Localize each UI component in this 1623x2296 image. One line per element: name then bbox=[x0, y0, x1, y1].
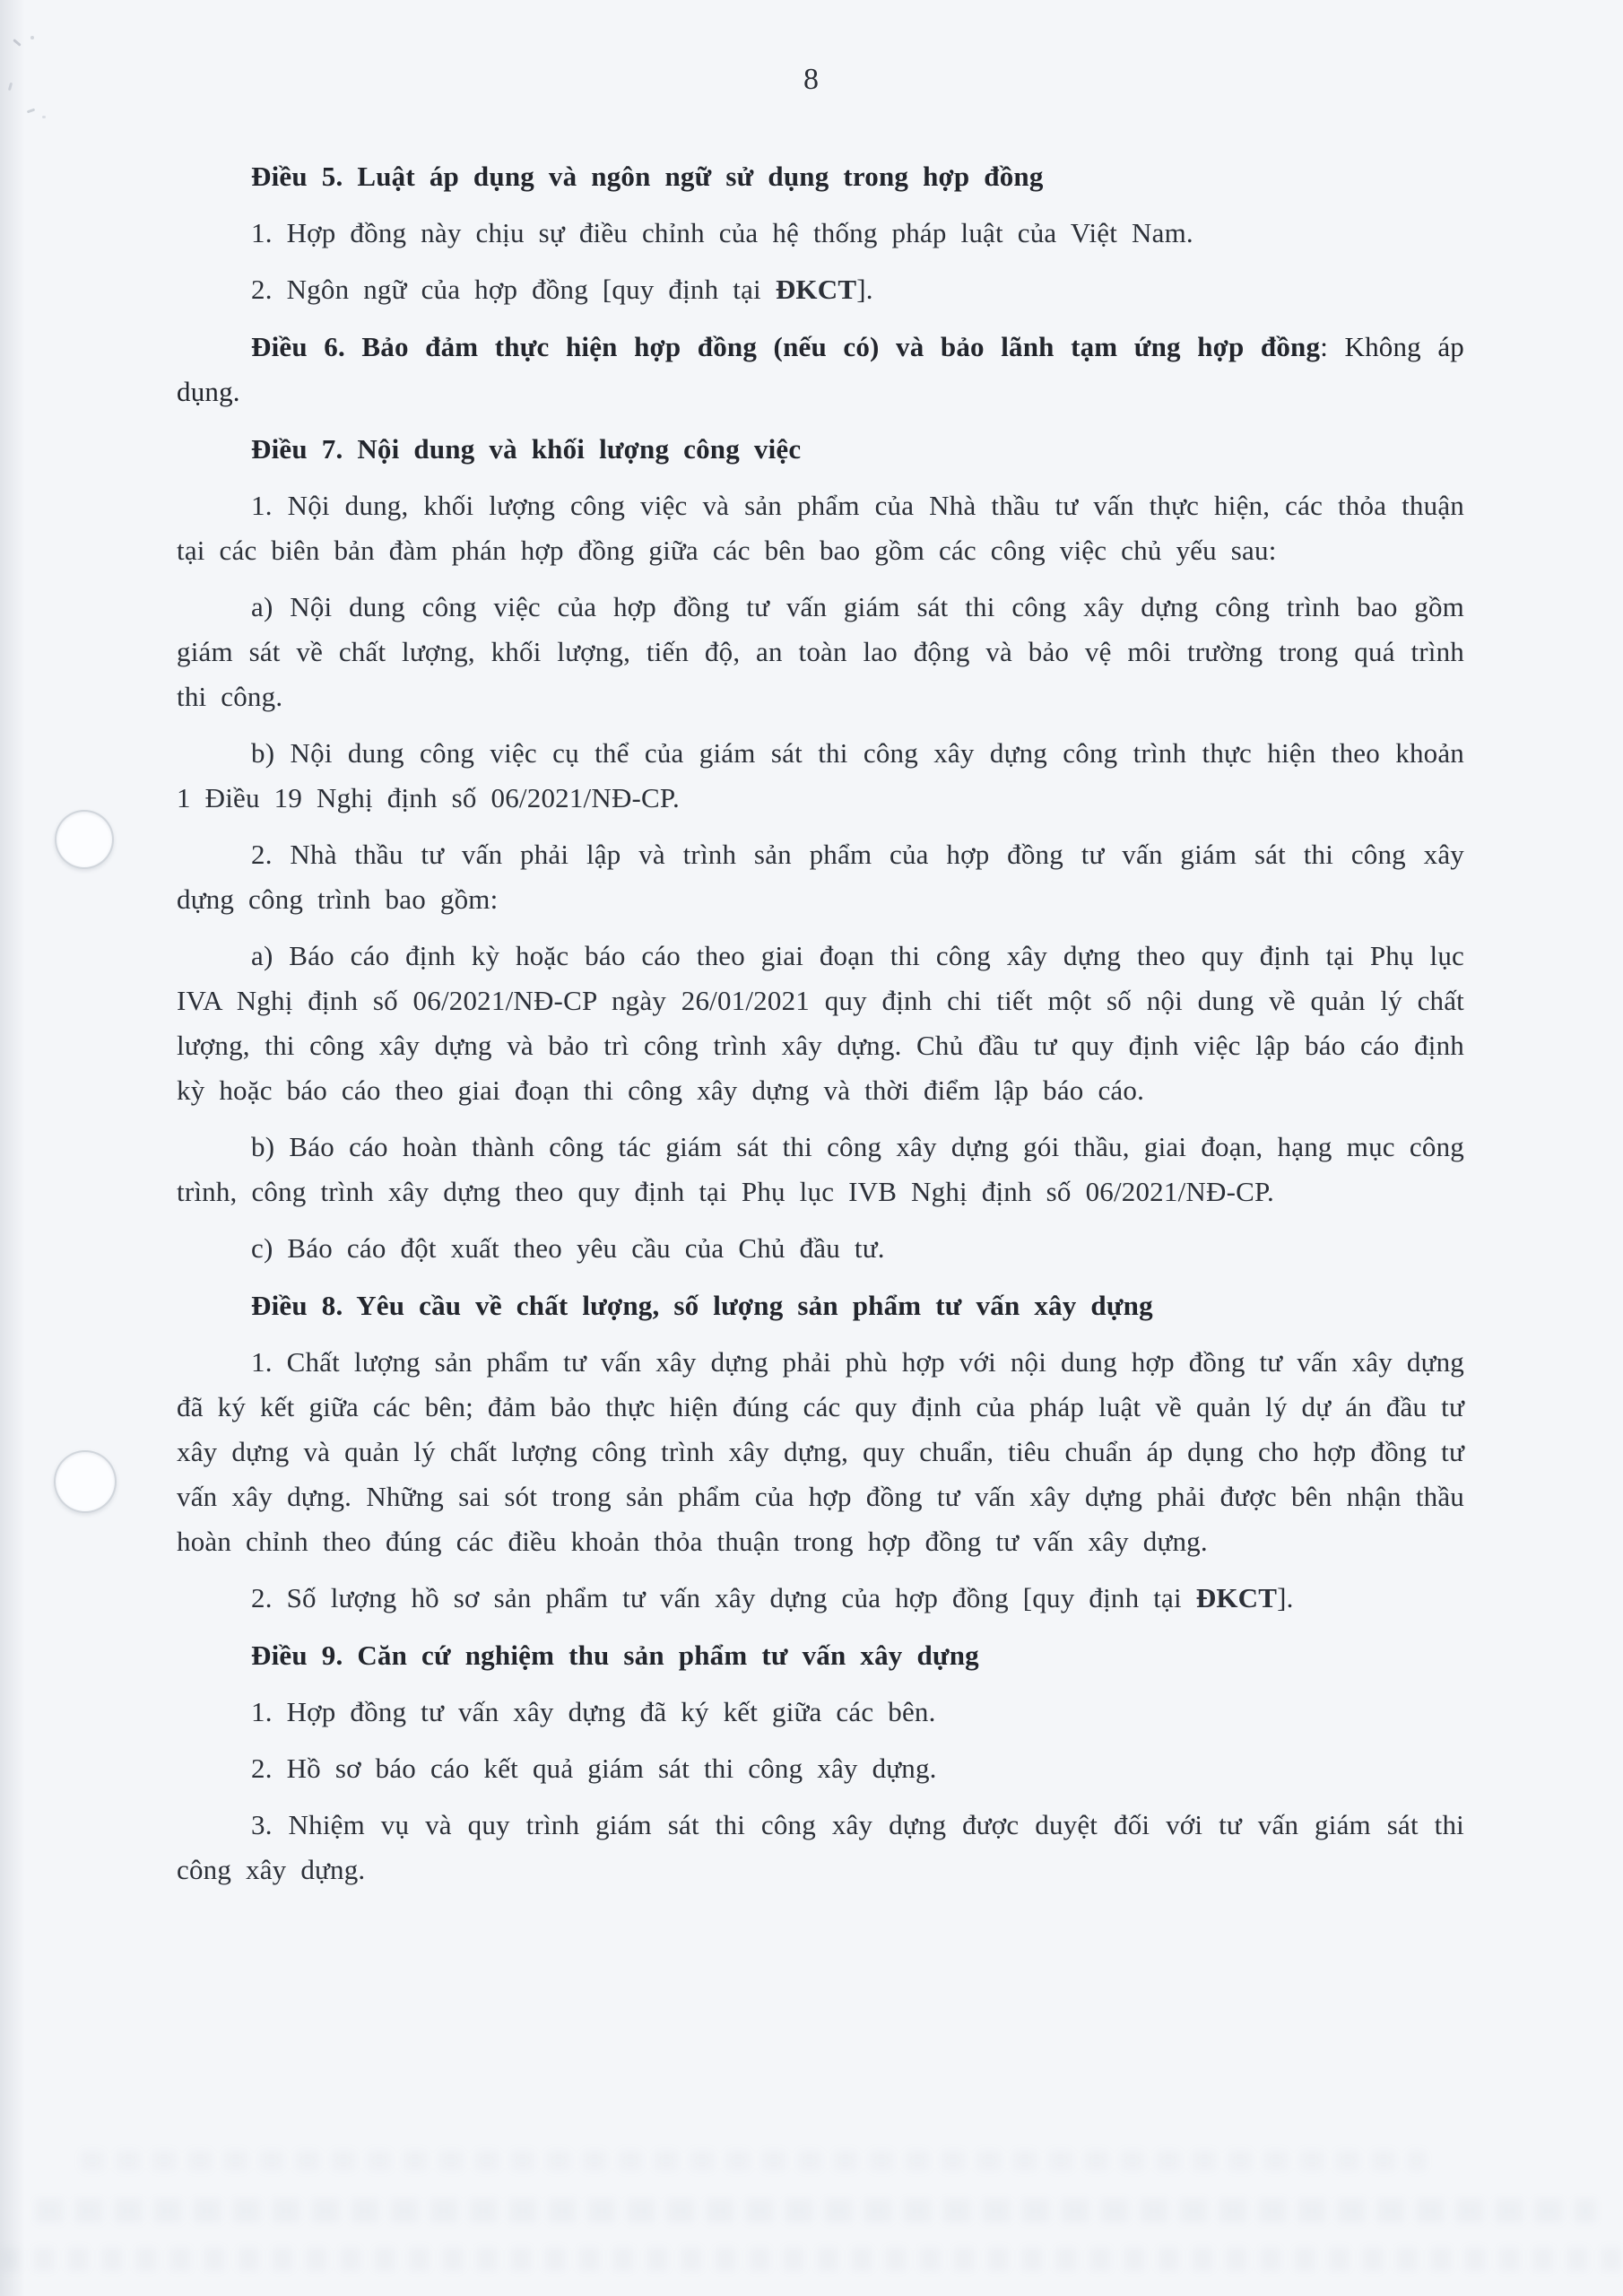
pencil-speck bbox=[42, 116, 46, 118]
text-run: c) Báo cáo đột xuất theo yêu cầu của Chủ đầu tư. bbox=[251, 1232, 885, 1264]
text-run: 2. Nhà thầu tư vấn phải lập và trình sản phẩm của hợp đồng tư vấn giám sát thi công xây dựng công trình bao gồm: bbox=[177, 839, 1464, 915]
document-content bbox=[177, 142, 1464, 1904]
text-run: Điều 5. Luật áp dụng và ngôn ngữ sử dụng trong hợp đồng bbox=[251, 161, 1044, 192]
text-run: 1. Chất lượng sản phẩm tư vấn xây dựng phải phù hợp với nội dung hợp đồng tư vấn xây dựng đã ký kết giữa các bên; đảm bảo thực hiện đúng các quy định của pháp luật về quản lý dự án đầu tư xây dựng và quản lý chất lượng công trình xây dựng, quy chuẩn, tiêu chuẩn áp dụng cho hợp đồng tư vấn xây dựng. Những sai sót trong sản phẩm của hợp đồng tư vấn xây dựng phải được bên nhận thầu hoàn chỉnh theo đúng các điều khoản thỏa thuận trong hợp đồng tư vấn xây dựng. bbox=[177, 1346, 1464, 1557]
article-heading bbox=[177, 154, 1464, 199]
article-heading bbox=[177, 427, 1464, 472]
article-heading bbox=[177, 1633, 1464, 1678]
punch-hole bbox=[55, 810, 114, 869]
paragraph bbox=[177, 1125, 1464, 1214]
scan-left-edge bbox=[0, 0, 25, 2296]
text-run: Điều 6. Bảo đảm thực hiện hợp đồng (nếu có) và bảo lãnh tạm ứng hợp đồng bbox=[251, 331, 1321, 362]
text-run: a) Báo cáo định kỳ hoặc báo cáo theo giai đoạn thi công xây dựng theo quy định tại Phụ lục IVA Nghị định số 06/2021/NĐ-CP ngày 26/01/2021 quy định chi tiết một số nội dung về quản lý chất lượng, thi công xây dựng và bảo trì công trình xây dựng. Chủ đầu tư quy định việc lập báo cáo định kỳ hoặc báo cáo theo giai đoạn thi công xây dựng và thời điểm lập báo cáo. bbox=[177, 940, 1464, 1106]
paragraph bbox=[177, 585, 1464, 719]
paragraph bbox=[177, 483, 1464, 573]
text-run: Điều 8. Yêu cầu về chất lượng, số lượng sản phẩm tư vấn xây dựng bbox=[251, 1290, 1153, 1321]
text-run: a) Nội dung công việc của hợp đồng tư vấn giám sát thi công xây dựng công trình bao gồm giám sát về chất lượng, khối lượng, tiến độ, an toàn lao động và bảo vệ môi trường trong quá trình thi công. bbox=[177, 591, 1464, 712]
paragraph bbox=[177, 832, 1464, 922]
paragraph bbox=[177, 1690, 1464, 1735]
text-run: 1. Hợp đồng tư vấn xây dựng đã ký kết giữa các bên. bbox=[251, 1696, 936, 1727]
pencil-speck bbox=[27, 109, 35, 114]
paragraph bbox=[177, 731, 1464, 821]
paragraph bbox=[177, 1340, 1464, 1564]
pencil-speck bbox=[30, 36, 34, 39]
text-run: ĐKCT bbox=[775, 274, 857, 305]
paragraph bbox=[177, 211, 1464, 256]
paragraph bbox=[177, 1226, 1464, 1271]
text-run: : Không áp dụng. bbox=[177, 331, 1464, 407]
paragraph bbox=[177, 1576, 1464, 1621]
text-run: 2. Ngôn ngữ của hợp đồng [quy định tại bbox=[251, 274, 776, 305]
text-run: 2. Hồ sơ báo cáo kết quả giám sát thi công xây dựng. bbox=[251, 1752, 937, 1784]
page-number: 8 bbox=[803, 63, 820, 96]
article-heading bbox=[177, 1283, 1464, 1328]
text-run: b) Nội dung công việc cụ thể của giám sát thi công xây dựng công trình thực hiện theo khoản 1 Điều 19 Nghị định số 06/2021/NĐ-CP. bbox=[177, 737, 1464, 813]
text-run: ĐKCT bbox=[1195, 1582, 1278, 1613]
text-run: Điều 9. Căn cứ nghiệm thu sản phẩm tư vấn xây dựng bbox=[251, 1639, 979, 1671]
text-run: b) Báo cáo hoàn thành công tác giám sát thi công xây dựng gói thầu, giai đoạn, hạng mục công trình, công trình xây dựng theo quy định tại Phụ lục IVB Nghị định số 06/2021/NĐ-CP. bbox=[177, 1131, 1464, 1207]
paragraph bbox=[177, 934, 1464, 1113]
punch-hole bbox=[54, 1450, 117, 1513]
paragraph bbox=[177, 1746, 1464, 1791]
text-run: ]. bbox=[1277, 1582, 1294, 1613]
paragraph bbox=[177, 1803, 1464, 1892]
text-run: 2. Số lượng hồ sơ sản phẩm tư vấn xây dựng của hợp đồng [quy định tại bbox=[251, 1582, 1196, 1613]
bleedthrough-line bbox=[0, 2248, 1623, 2271]
article-heading bbox=[177, 325, 1464, 414]
text-run: 1. Nội dung, khối lượng công việc và sản phẩm của Nhà thầu tư vấn thực hiện, các thỏa thuận tại các biên bản đàm phán hợp đồng giữa các bên bao gồm các công việc chủ yếu sau: bbox=[177, 490, 1464, 566]
paragraph bbox=[177, 267, 1464, 312]
text-run: 1. Hợp đồng này chịu sự điều chỉnh của hệ thống pháp luật của Việt Nam. bbox=[251, 217, 1193, 248]
text-run: Điều 7. Nội dung và khối lượng công việc bbox=[251, 433, 802, 465]
text-run: ]. bbox=[856, 274, 873, 305]
bleedthrough-line bbox=[81, 2151, 1426, 2170]
bleedthrough-line bbox=[36, 2199, 1596, 2222]
text-run: 3. Nhiệm vụ và quy trình giám sát thi công xây dựng được duyệt đối với tư vấn giám sát thi công xây dựng. bbox=[177, 1809, 1464, 1885]
